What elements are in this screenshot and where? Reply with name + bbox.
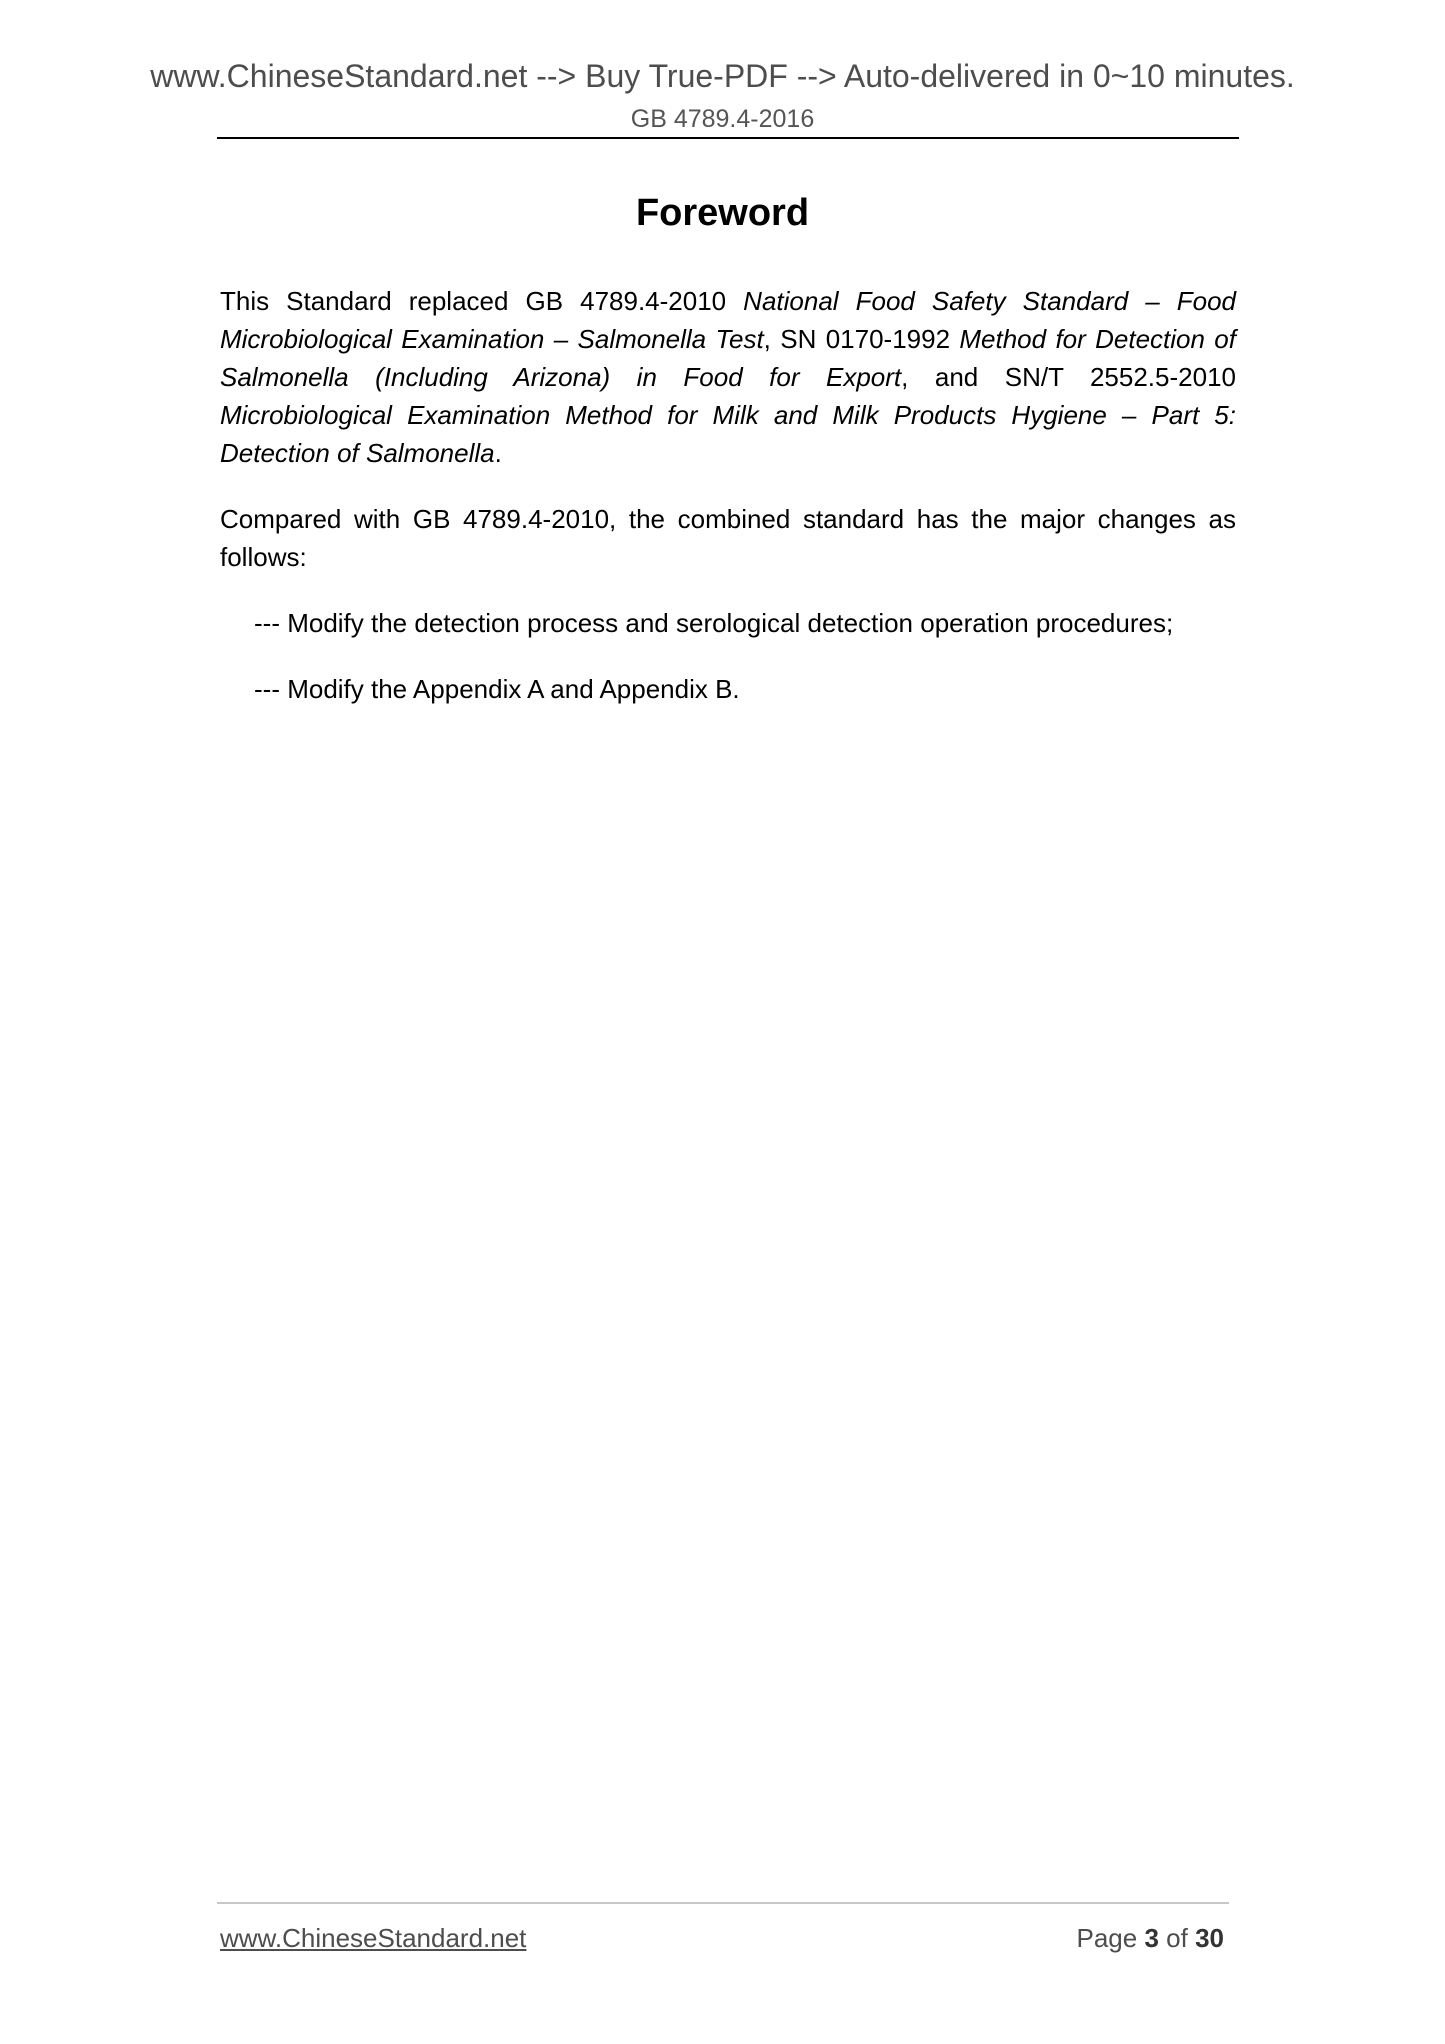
- page-label: Page: [1076, 1923, 1138, 1953]
- page-total: 30: [1195, 1923, 1224, 1953]
- foreword-paragraph-2: Compared with GB 4789.4-2010, the combined standard has the major changes as follows:: [220, 504, 1236, 572]
- page-title: Foreword: [635, 192, 810, 234]
- standard-title-snt: Microbiological Examination Method for Milk and Milk Products Hygiene – Part 5: Detection of Salmonella: [220, 400, 1236, 468]
- page-content: [220, 282, 1236, 708]
- text-run: .: [494, 438, 502, 468]
- page-number: [1076, 1922, 1224, 1954]
- top-banner: www.ChineseStandard.net --> Buy True-PDF --> Auto-delivered in 0~10 minutes.: [150, 58, 1295, 94]
- change-item: --- Modify the detection process and serological detection operation procedures;: [254, 608, 1174, 638]
- standard-title-gb: National Food Safety Standard – Food Microbiological Examination – Salmonella Test: [220, 286, 1236, 354]
- change-item: --- Modify the Appendix A and Appendix B.: [254, 674, 740, 704]
- foreword-paragraph-1: [220, 282, 1236, 472]
- text-run: , SN 0170-1992: [763, 324, 960, 354]
- page-current: 3: [1144, 1923, 1159, 1953]
- footer-site-link[interactable]: www.ChineseStandard.net: [220, 1923, 527, 1953]
- header-divider: [217, 137, 1239, 139]
- standard-title-sn: Method for Detection of Salmonella (Including Arizona) in Food for Export: [220, 324, 1236, 392]
- document-code: GB 4789.4-2016: [630, 105, 815, 133]
- text-run: , and SN/T 2552.5-2010: [901, 362, 1236, 392]
- footer-divider: [217, 1902, 1229, 1904]
- text-run: This Standard replaced GB 4789.4-2010: [220, 286, 744, 316]
- page-of: of: [1166, 1923, 1188, 1953]
